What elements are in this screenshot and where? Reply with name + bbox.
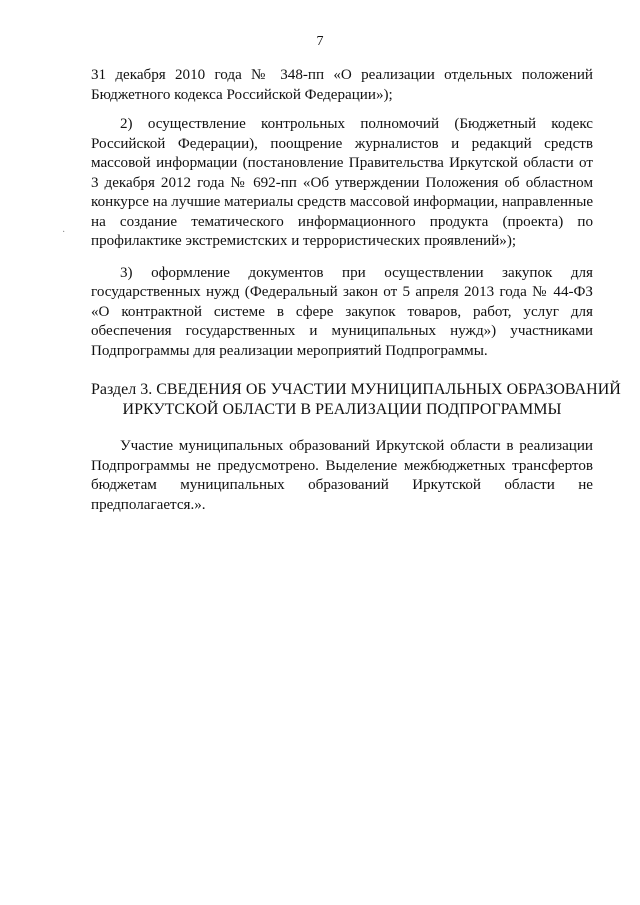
- text-line: 3 декабря 2012 года № 692-пп «Об утверждении Положения об областном: [91, 174, 593, 191]
- paragraph-municipal-participation: [91, 437, 593, 515]
- text-line: 31 декабря 2010 года № 348-пп «О реализации отдельных положений: [91, 67, 593, 83]
- text-line: профилактике экстремистских и террористических проявлений»);: [91, 233, 517, 249]
- text-line: Участие муниципальных образований Иркутской области в реализации: [120, 438, 593, 454]
- text-line: Российской Федерации), поощрение журналистов и редакций средств: [91, 135, 593, 152]
- paragraph-procurement: [91, 264, 593, 362]
- text-line: 2) осуществление контрольных полномочий (Бюджетный кодекс: [120, 116, 593, 132]
- margin-mark: ·: [62, 227, 66, 238]
- text-line: Подпрограммы для реализации мероприятий Подпрограммы.: [91, 342, 488, 359]
- text-line: на создание тематического информационного продукта (проекта) по: [91, 213, 593, 230]
- document-body: [91, 66, 621, 515]
- text-line: Бюджетного кодекса Российской Федерации»);: [91, 86, 393, 103]
- section-heading: [91, 380, 621, 419]
- text-line: 3) оформление документов при осуществлении закупок для: [120, 264, 593, 281]
- text-line: «О контрактной системе в сфере закупок товаров, работ, услуг для: [91, 303, 593, 320]
- heading-line: ИРКУТСКОЙ ОБЛАСТИ В РЕАЛИЗАЦИИ ПОДПРОГРАММЫ: [122, 400, 562, 418]
- text-line: предполагается.».: [91, 496, 206, 513]
- text-line: массовой информации (постановление Правительства Иркутской области от: [91, 155, 593, 171]
- heading-line: Раздел 3. СВЕДЕНИЯ ОБ УЧАСТИИ МУНИЦИПАЛЬНЫХ ОБРАЗОВАНИЙ: [91, 381, 621, 398]
- paragraph-budget-code: [91, 66, 593, 105]
- page-number: 7: [316, 34, 324, 49]
- paragraph-control-powers: [91, 115, 593, 252]
- text-line: государственных нужд (Федеральный закон от 5 апреля 2013 года № 44-ФЗ: [91, 284, 593, 300]
- text-line: обеспечения государственных и муниципальных нужд») участниками: [91, 323, 593, 339]
- text-line: Подпрограммы не предусмотрено. Выделение межбюджетных трансфертов: [91, 457, 593, 474]
- text-line: конкурсе на лучшие материалы средств массовой информации, направленные: [91, 194, 594, 210]
- text-line: бюджетам муниципальных образований Иркутской области не: [91, 477, 593, 493]
